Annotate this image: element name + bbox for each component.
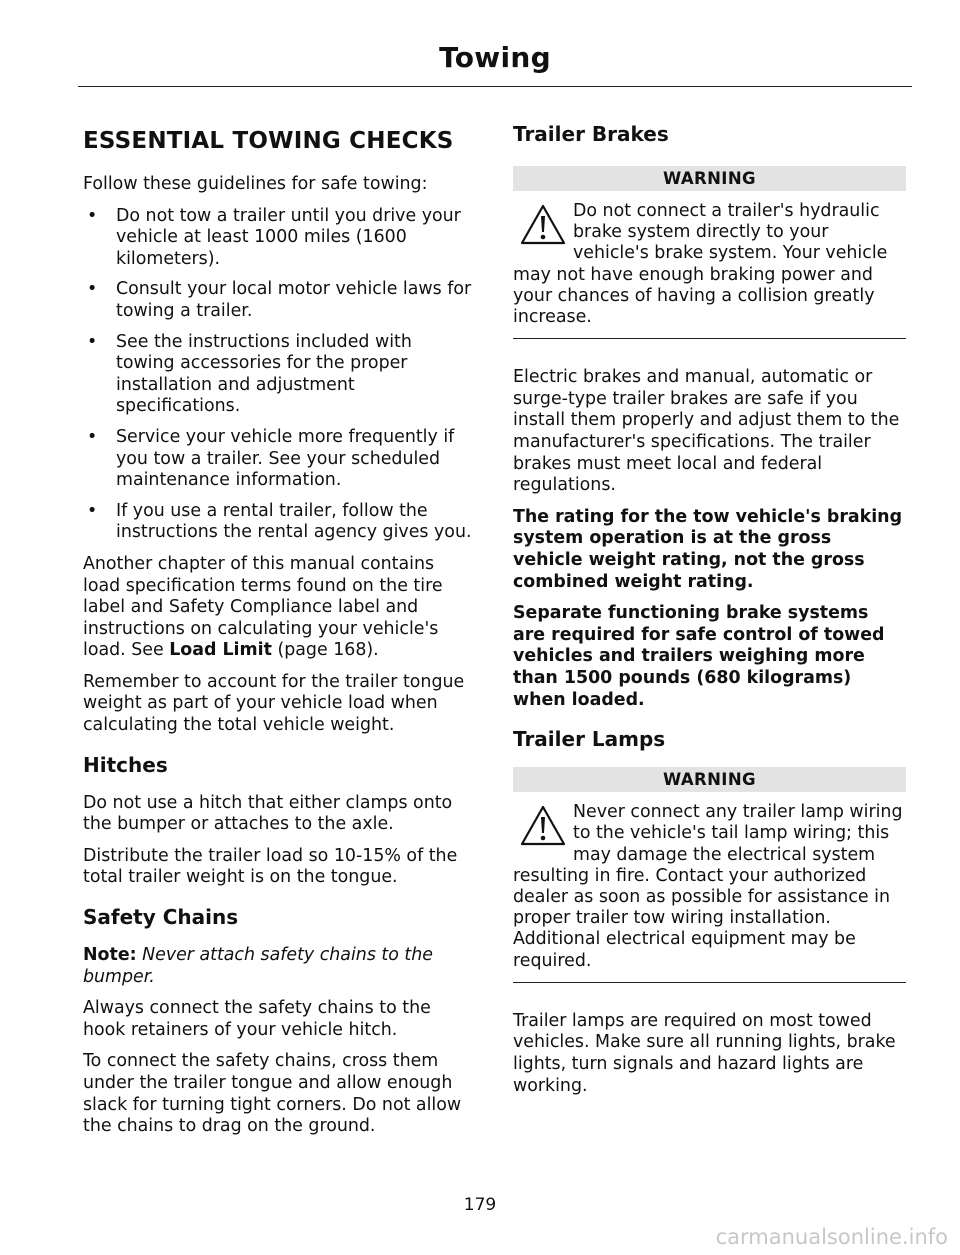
list-item: • If you use a rental trailer, follow the instructions the rental agency gives you. [83, 501, 475, 544]
watermark: carmanualsonline.info [715, 1225, 948, 1249]
brakes-paragraph: Electric brakes and manual, automatic or surge-type trailer brakes are safe if you install them properly and adjust them to the manufacturer's specifications. The trailer brakes must meet local and federal regulations. [513, 367, 900, 496]
load-text: Another chapter of this manual contains load specification terms found on the tire label and Safety Compliance label and instructions on calculating your vehicle's load. See [83, 553, 443, 661]
towing-checks-list [83, 206, 475, 544]
warning-triangle-icon [519, 804, 567, 848]
lamps-warning [513, 767, 906, 983]
list-item: • Service your vehicle more frequently if you tow a trailer. See your scheduled maintenance information. [83, 427, 475, 492]
page-number: 179 [463, 1195, 497, 1215]
load-paragraph [83, 554, 475, 662]
warning-label: WARNING [513, 767, 906, 792]
note-text: Never attach safety chains to the bumper. [83, 945, 433, 987]
lamps-paragraph: Trailer lamps are required on most towed vehicles. Make sure all running lights, brake lights, turn signals and hazard lights are working. [513, 1010, 896, 1096]
hitches-paragraph: Do not use a hitch that either clamps onto the bumper or attaches to the axle. [83, 792, 453, 835]
hitches-paragraph: Distribute the trailer load so 10-15% of the total trailer weight is on the tongue. [83, 845, 458, 888]
chains-paragraph: Always connect the safety chains to the hook retainers of your vehicle hitch. [83, 998, 431, 1040]
list-item: • Do not tow a trailer until you drive your vehicle at least 1000 miles (1600 kilometers). [83, 206, 475, 271]
page-header [78, 38, 912, 87]
brakes-rating-paragraph: The rating for the tow vehicle's braking system operation is at the gross vehicle weight rating, not the gross combined weight rating. [513, 506, 903, 592]
hitches-title: Hitches [83, 752, 168, 777]
warning-text: Never connect any trailer lamp wiring to the vehicle's tail lamp wiring; this may damage the electrical system resulting in fire. Contact your authorized dealer as soon as possible for assistance in proper trailer tow wiring installation. Additional electrical equipment may be required. [513, 802, 903, 971]
chains-note [83, 945, 475, 988]
warning-text: Do not connect a trailer's hydraulic brake system directly to your vehicle's brake system. Your vehicle may not have enough braking power and your chances of having a collision greatly increase. [513, 201, 888, 328]
warning-body [513, 201, 906, 339]
warning-body [513, 802, 906, 983]
tongue-paragraph: Remember to account for the trailer tongue weight as part of your vehicle load when calculating the total vehicle weight. [83, 671, 465, 736]
load-page-ref: (page 168). [271, 640, 379, 661]
section-title: ESSENTIAL TOWING CHECKS [83, 128, 454, 154]
trailer-brakes-title: Trailer Brakes [513, 122, 669, 146]
right-column [513, 120, 906, 1107]
intro-text: Follow these guidelines for safe towing: [83, 174, 428, 194]
page-title: Towing [439, 41, 551, 74]
list-item: • See the instructions included with towing accessories for the proper installation and adjustment specifications. [83, 332, 475, 418]
chains-paragraph: To connect the safety chains, cross them under the trailer tongue and allow enough slack for turning tight corners. Do not allow the chains to drag on the ground. [83, 1051, 462, 1137]
warning-triangle-icon [519, 203, 567, 247]
list-item: • Consult your local motor vehicle laws for towing a trailer. [83, 279, 475, 322]
brakes-separate-paragraph: Separate functioning brake systems are required for safe control of towed vehicles and trailers weighing more than 1500 pounds (680 kilograms) when loaded. [513, 603, 885, 710]
warning-label: WARNING [513, 166, 906, 191]
brakes-warning [513, 166, 906, 339]
load-limit-link[interactable]: Load Limit [169, 640, 272, 661]
trailer-lamps-title: Trailer Lamps [513, 727, 666, 752]
note-label: Note: [83, 945, 137, 966]
safety-chains-title: Safety Chains [83, 905, 239, 930]
left-column [83, 120, 475, 1148]
